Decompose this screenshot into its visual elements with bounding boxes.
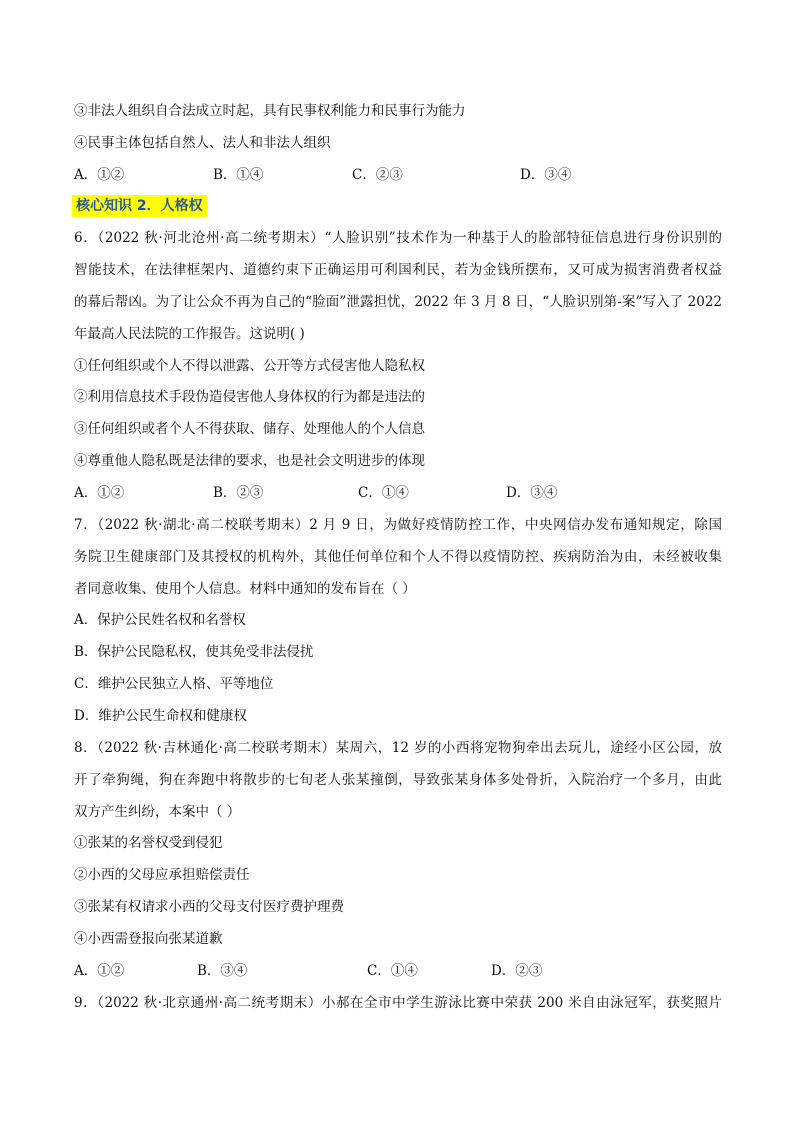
q8-statement-4: ④小西需登报向张某道歉 <box>74 931 223 947</box>
q6-option-d: D．③④ <box>506 485 558 501</box>
q6-statement-1: ①任何组织或个人不得以泄露、公开等方式侵害他人隐私权 <box>74 358 425 374</box>
q6-stem-line-3: 的幕后帮凶。为了让公众不再为自己的“脸面”泄露担忧，2022 年 3 月 8 日，“人脸识别第-案”写入了 2022 <box>74 294 722 310</box>
q8-stem-line-3: 双方产生纠纷，本案中（ ） <box>74 804 241 820</box>
q6-stem-line-2: 智能技术，在法律框架内、道德约束下正确运用可利国利民，若为金钱所摆布，又可成为损害消费者权益 <box>74 262 722 278</box>
q7-stem-line-1: 7．（2022 秋·湖北·高二校联考期末）2 月 9 日，为做好疫情防控工作，中央网信办发布通知规定，除国 <box>74 517 722 533</box>
q6-option-a: A．①② <box>74 485 125 501</box>
q5-option-d: D．③④ <box>520 167 572 183</box>
q7-stem-line-3: 者同意收集、使用个人信息。材料中通知的发布旨在（ ） <box>74 581 416 597</box>
q7-option-c: C．维护公民独立人格、平等地位 <box>74 676 274 692</box>
q5-statement-3: ③非法人组织自合法成立时起，具有民事权利能力和民事行为能力 <box>74 103 466 119</box>
q8-option-c: C．①④ <box>367 963 418 979</box>
q6-statement-2: ②利用信息技术手段伪造侵害他人身体权的行为都是违法的 <box>74 389 425 405</box>
q5-option-b: B．①④ <box>213 167 264 183</box>
q7-option-d: D．维护公民生命权和健康权 <box>74 708 247 724</box>
q7-option-a: A．保护公民姓名权和名誉权 <box>74 612 246 628</box>
q8-option-a: A．①② <box>74 963 125 979</box>
q8-option-b: B．③④ <box>197 963 248 979</box>
q8-statement-2: ②小西的父母应承担赔偿责任 <box>74 867 250 883</box>
q6-option-c: C．①④ <box>358 485 409 501</box>
q6-stem-line-1: 6．（2022 秋·河北沧州·高二统考期末）“人脸识别”技术作为一种基于人的脸部特征信息进行身份识别的 <box>74 230 722 246</box>
q6-stem-line-4: 年最高人民法院的工作报告。这说明( ) <box>74 326 305 342</box>
q5-statement-4: ④民事主体包括自然人、法人和非法人组织 <box>74 135 331 151</box>
section-heading: 核心知识 2．人格权 <box>72 195 207 217</box>
q6-option-b: B．②③ <box>213 485 264 501</box>
q9-stem-line-1: 9．（2022 秋·北京通州·高二统考期末）小郝在全市中学生游泳比赛中荣获 200 米自由泳冠军，获奖照片 <box>74 995 722 1011</box>
q7-stem-line-2: 务院卫生健康部门及其授权的机构外，其他任何单位和个人不得以疫情防控、疾病防治为由，未经被收集 <box>74 549 722 565</box>
q6-statement-4: ④尊重他人隐私既是法律的要求，也是社会文明进步的体现 <box>74 453 425 469</box>
q8-statement-1: ①张某的名誉权受到侵犯 <box>74 835 223 851</box>
q5-option-c: C．②③ <box>352 167 403 183</box>
q8-stem-line-1: 8．（2022 秋·吉林通化·高二校联考期末）某周六，12 岁的小西将宠物狗牵出去玩儿，途经小区公园，放 <box>74 740 722 756</box>
q7-option-b: B．保护公民隐私权，使其免受非法侵扰 <box>74 644 314 660</box>
q5-option-a: A．①② <box>74 167 125 183</box>
q6-statement-3: ③任何组织或者个人不得获取、储存、处理他人的个人信息 <box>74 421 425 437</box>
q8-option-d: D．②③ <box>491 963 543 979</box>
q8-stem-line-2: 开了牵狗绳，狗在奔跑中将散步的七旬老人张某撞倒，导致张某身体多处骨折，入院治疗一个多月，由此 <box>74 772 722 788</box>
q8-statement-3: ③张某有权请求小西的父母支付医疗费护理费 <box>74 899 344 915</box>
